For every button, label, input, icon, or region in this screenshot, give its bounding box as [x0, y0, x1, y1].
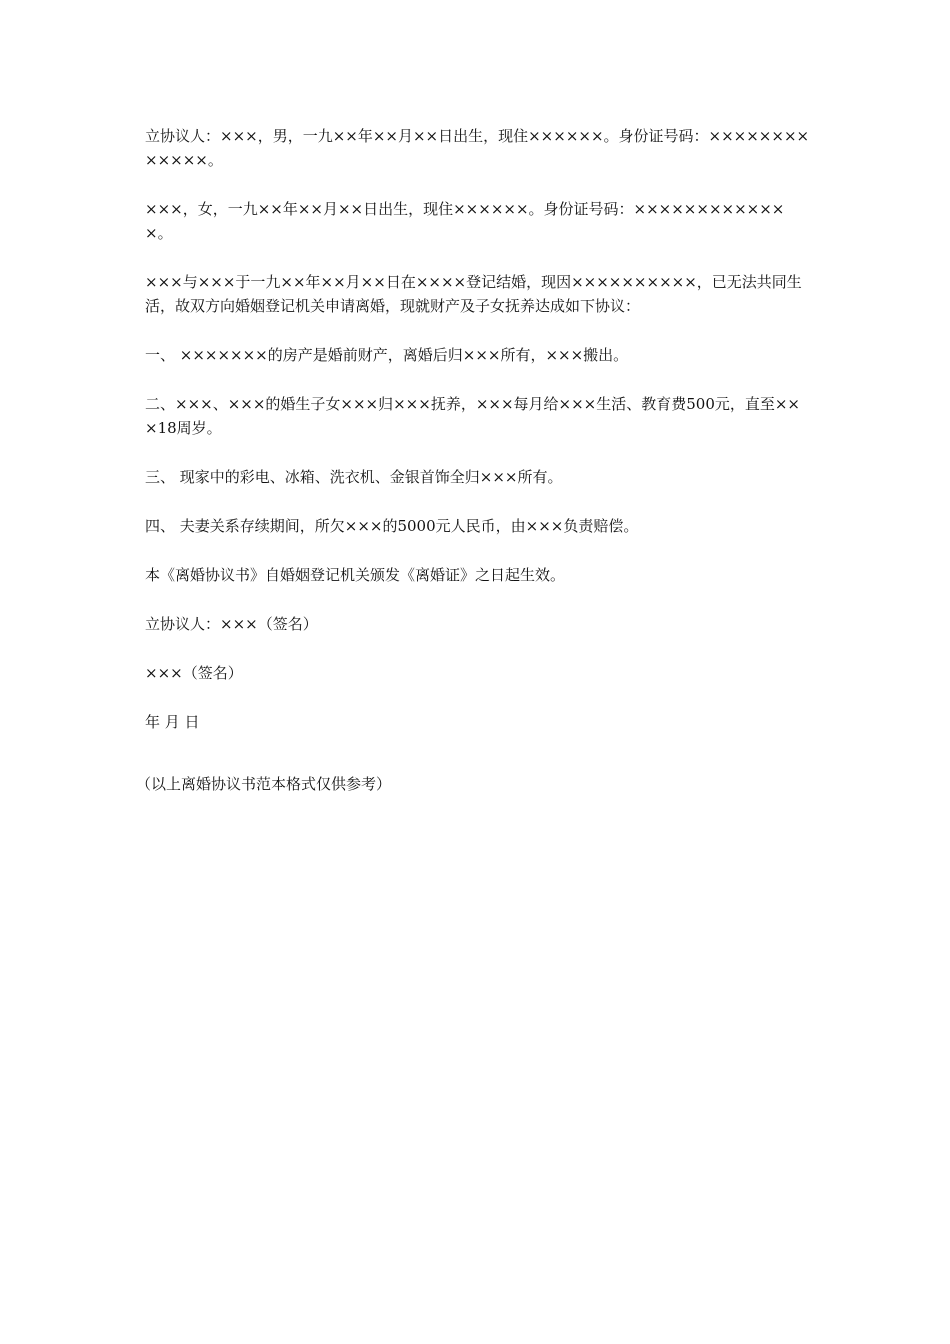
date-line: 年 月 日: [145, 713, 200, 731]
marriage-background: ×××与×××于一九××年××月××日在××××登记结婚，现因××××××××××，已无法共同生活，故双方向婚姻登记机关申请离婚，现就财产及子女抚养达成如下协议：: [145, 273, 802, 315]
effective-statement: 本《离婚协议书》自婚姻登记机关颁发《离婚证》之日起生效。: [145, 566, 566, 584]
signature-party-one: 立协议人：×××（签名）: [145, 615, 318, 633]
reference-note: （以上离婚协议书范本格式仅供参考）: [136, 775, 392, 793]
party-one-info: 立协议人：×××，男，一九××年××月××日出生，现住××××××。身份证号码：×××××××××××××。: [145, 127, 810, 169]
clause-three: 三、 现家中的彩电、冰箱、洗衣机、金银首饰全归×××所有。: [145, 468, 563, 486]
clause-two: 二、×××、×××的婚生子女×××归×××抚养，×××每月给×××生活、教育费500元，直至×××18周岁。: [145, 395, 801, 437]
signature-party-two: ×××（签名）: [145, 664, 243, 682]
party-two-info: ×××，女，一九××年××月××日出生，现住××××××。身份证号码：×××××××××××××。: [145, 200, 785, 242]
clause-four: 四、 夫妻关系存续期间，所欠×××的5000元人民币，由×××负责赔偿。: [145, 517, 639, 535]
clause-one: 一、 ×××××××的房产是婚前财产，离婚后归×××所有，×××搬出。: [145, 346, 629, 364]
agreement-body: [145, 124, 810, 759]
